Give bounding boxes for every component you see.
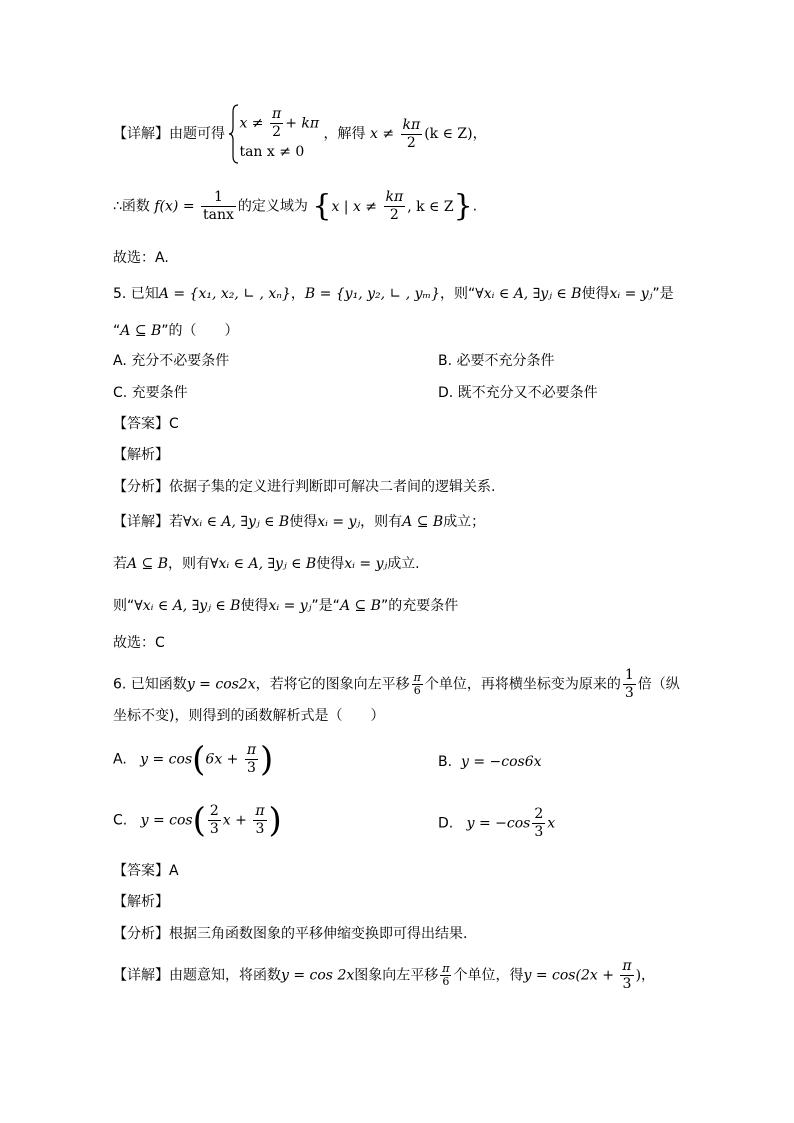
q5-option-a[interactable]: A. 充分不必要条件 [113,353,230,369]
q6-analyze: 【分析】根据三角函数图象的平移伸缩变换即可得出结果. [113,926,468,942]
detail-mid: ，解得 [323,126,366,142]
q6-option-a[interactable]: A. y = cos(6x + $\frac{\pi}{3}$ ) [113,739,274,780]
q6-stem-line1: 6. 已知函数y = cos2x，若将它的图象向左平移 $\frac{\pi}{6}$ 个单位，再将横坐标变为原来的 $\frac{1}{3}$ 倍（纵 [113,667,680,701]
q5-answer: 【答案】C [113,416,179,432]
left-brace-icon [229,104,239,164]
q5-choice: 故选：C [113,635,165,651]
detail-label: 【详解】 [113,126,169,142]
q5-stem-line2: “A ⊆ B”的（ ） [113,323,239,339]
q5-option-d[interactable]: D. 既不充分又不必要条件 [438,385,598,401]
q5-detail-2: 若A ⊆ B，则有∀xᵢ ∈ A, ∃yⱼ ∈ B使得xᵢ = yⱼ成立. [113,556,420,572]
condition-system: x ≠ $\frac{\pi}{2}$ + kπ tan x ≠ 0 [229,104,319,164]
solution-formula: x ≠ $\frac{k\pi}{2}$ (k ∈ Z) [369,116,473,151]
q6-analysis-label: 【解析】 [113,894,169,910]
q4-choice: 故选：A. [113,250,169,266]
q5-detail-1: 【详解】若∀xᵢ ∈ A, ∃yⱼ ∈ B使得xᵢ = yⱼ，则有A ⊆ B成立； [113,514,486,530]
q5-option-b[interactable]: B. 必要不充分条件 [438,353,555,369]
q6-stem-line2: 坐标不变)，则得到的函数解析式是（ ） [113,708,385,724]
q4-domain-line: ∴函数 f(x) = $\frac{1}{\tan x}$ 的定义域为 {x | x ≠ $\frac{k\pi}{2}$ , k ∈ Z}. [113,188,478,224]
q5-analysis-label: 【解析】 [113,447,169,463]
q6-option-b[interactable]: B. y = −cos6x [438,754,542,770]
q6-option-d[interactable]: D. y = −cos $\frac{2}{3}$ x [438,806,556,840]
q5-detail-3: 则“∀xᵢ ∈ A, ∃yⱼ ∈ B使得xᵢ = yⱼ”是“A ⊆ B”的充要条件 [113,598,459,614]
q6-detail: 【详解】由题意知，将函数y = cos 2x图象向左平移 $\frac{\pi}{6}$ 个单位，得y = cos(2x + $\frac{\pi}{3}$ )， [113,958,656,992]
q6-answer: 【答案】A [113,863,179,879]
q5-option-c[interactable]: C. 充要条件 [113,385,188,401]
q5-analyze: 【分析】依据子集的定义进行判断即可解决二者间的逻辑关系. [113,479,496,495]
q4-detail-line: 【详解】由题可得 x ≠ $\frac{\pi}{2}$ + kπ tan x ≠ 0 ，解得 x ≠ $\frac{k\pi}{2}$ (k ∈ Z)， [113,104,487,164]
q6-option-c[interactable]: C. y = cos( $\frac{2}{3}$ x + $\frac{\pi}{3}$ ) [113,800,282,841]
detail-intro: 由题可得 [169,126,225,142]
q5-stem-line1: 5. 已知A = {x₁, x₂, ∟ , xₙ}，B = {y₁, y₂, ∟ , yₘ}，则“∀xᵢ ∈ A, ∃yⱼ ∈ B使得xᵢ = yⱼ”是 [113,286,674,302]
